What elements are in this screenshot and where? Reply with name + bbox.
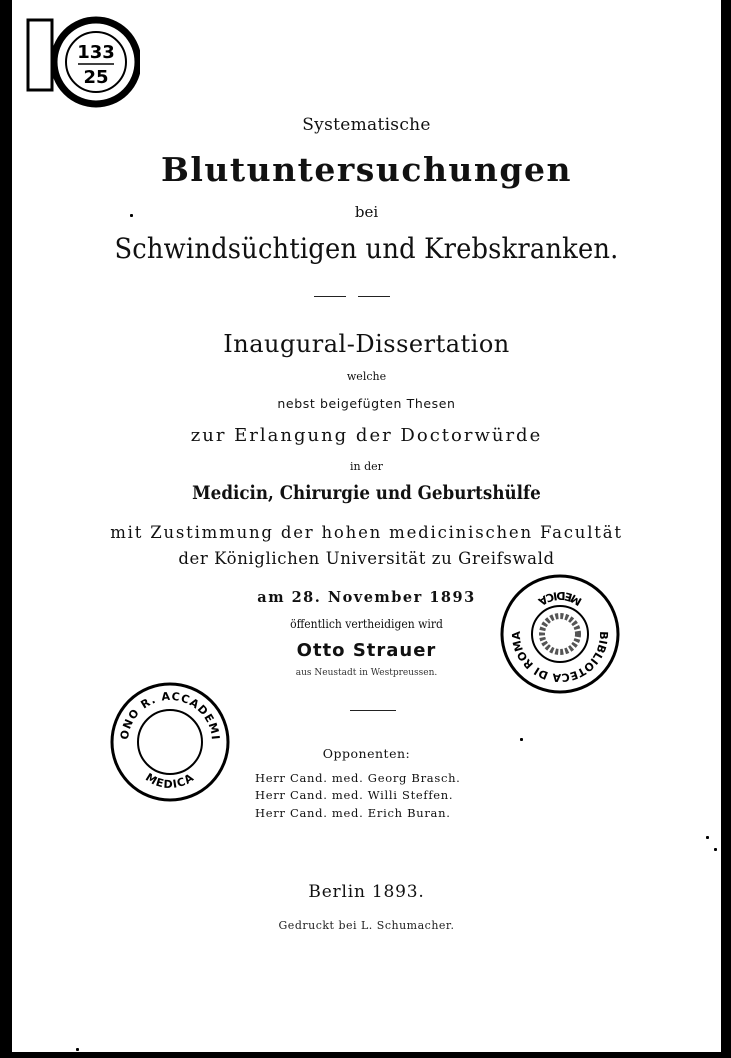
- scan-speck: [706, 836, 709, 839]
- faculty-fields-line: Medicin, Chirurgie und Geburtshülfe: [192, 482, 541, 504]
- biblioteca-round-stamp: [498, 572, 622, 696]
- in-der-line: in der: [350, 460, 383, 473]
- opponent-2: Herr Cand. med. Willi Steffen.: [255, 788, 454, 802]
- svg-text:BIBLIOTECA DI ROMA: [510, 631, 610, 685]
- divider-rule-right: [358, 296, 390, 297]
- place-year: Berlin 1893.: [308, 882, 425, 902]
- right-stamp-lower-text: MEDICA: [535, 588, 585, 609]
- scan-speck: [130, 214, 133, 217]
- nebst-line: nebst beigefügten Thesen: [277, 396, 456, 411]
- zur-erlangung-line: zur Erlangung der Doctorwürde: [190, 425, 543, 446]
- stamp-number-top: 133: [77, 42, 115, 63]
- accademia-round-stamp: [108, 680, 232, 804]
- opponents-heading: Opponenten:: [322, 746, 411, 761]
- scan-speck: [714, 848, 717, 851]
- main-title: Blutuntersuchungen: [161, 150, 572, 189]
- scan-speck: [76, 1048, 79, 1051]
- subtitle: Systematische: [302, 115, 431, 135]
- approval-line-1: mit Zustimmung der hohen medicinischen Facultät: [110, 523, 623, 542]
- scan-edge-right: [721, 0, 731, 1058]
- right-stamp-text: BIBLIOTECA DI ROMA: [509, 630, 611, 685]
- author-name: Otto Strauer: [296, 640, 437, 661]
- scan-edge-left: [0, 0, 12, 1058]
- defended-line: öffentlich vertheidigen wird: [290, 617, 443, 631]
- library-number-stamp: [22, 8, 140, 108]
- divider-rule-middle: [350, 710, 396, 711]
- divider-rule-left: [314, 296, 346, 297]
- opponent-1: Herr Cand. med. Georg Brasch.: [255, 771, 461, 785]
- author-origin: aus Neustadt in Westpreussen.: [295, 668, 438, 678]
- dissertation-heading: Inaugural-Dissertation: [223, 330, 510, 358]
- main-title-line2: Schwindsüchtigen und Krebskranken.: [114, 232, 619, 265]
- scan-edge-bottom: [0, 1052, 731, 1058]
- defense-date: am 28. November 1893: [257, 589, 476, 606]
- scan-speck: [520, 738, 523, 741]
- stamp-number-bottom: 25: [83, 67, 109, 88]
- left-stamp-lower-text: MEDICA: [143, 770, 197, 792]
- welche-line: welche: [346, 370, 387, 383]
- approval-line-2: der Königlichen Universität zu Greifswald: [178, 549, 555, 568]
- opponent-3: Herr Cand. med. Erich Buran.: [255, 806, 451, 820]
- left-stamp-upper-text: ONO R. ACCADEMI: [117, 689, 223, 741]
- printer-line: Gedruckt bei L. Schumacher.: [278, 919, 455, 932]
- connector-bei: bei: [354, 203, 379, 221]
